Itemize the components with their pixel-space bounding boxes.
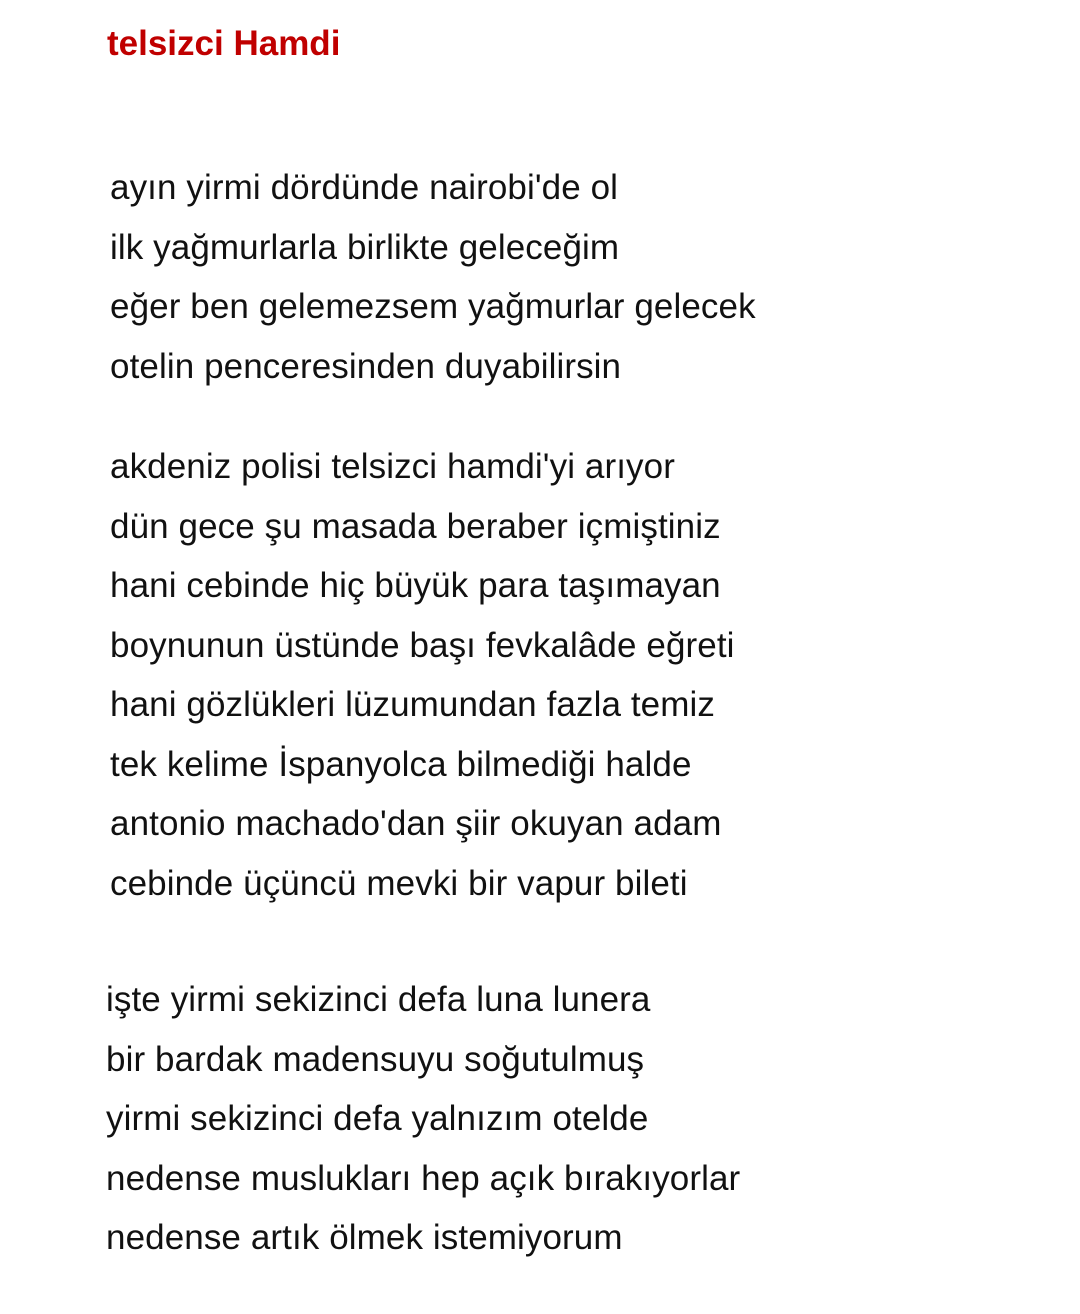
stanza-2 xyxy=(110,437,735,913)
poem-line: bir bardak madensuyu soğutulmuş xyxy=(106,1039,645,1079)
poem-line: otelin penceresinden duyabilirsin xyxy=(110,346,622,386)
poem-line: nedense muslukları hep açık bırakıyorlar xyxy=(106,1158,741,1198)
poem-line: yirmi sekizinci defa yalnızım otelde xyxy=(106,1099,649,1138)
poem-line: boynunun üstünde başı fevkalâde eğreti xyxy=(110,625,735,665)
poem-line: cebinde üçüncü mevki bir vapur bileti xyxy=(110,863,688,903)
poem-line: nedense artık ölmek istemiyorum xyxy=(106,1218,623,1257)
poem-line: tek kelime İspanyolca bilmediği halde xyxy=(110,744,692,784)
poem-line: hani gözlükleri lüzumundan fazla temiz xyxy=(110,685,715,724)
poem-line: antonio machado'dan şiir okuyan adam xyxy=(110,804,722,843)
poem-line: eğer ben gelemezsem yağmurlar gelecek xyxy=(110,287,756,326)
stanza-1 xyxy=(110,158,756,396)
poem-line: akdeniz polisi telsizci hamdi'yi arıyor xyxy=(110,447,675,486)
stanza-3 xyxy=(106,970,740,1268)
poem-line: işte yirmi sekizinci defa luna lunera xyxy=(106,980,651,1019)
poem-line: hani cebinde hiç büyük para taşımayan xyxy=(110,566,721,605)
poem-line: dün gece şu masada beraber içmiştiniz xyxy=(110,506,721,546)
poem-line: ayın yirmi dördünde nairobi'de ol xyxy=(110,168,619,207)
poem-title: telsizci Hamdi xyxy=(107,24,341,63)
poem-line: ilk yağmurlarla birlikte geleceğim xyxy=(110,227,620,267)
